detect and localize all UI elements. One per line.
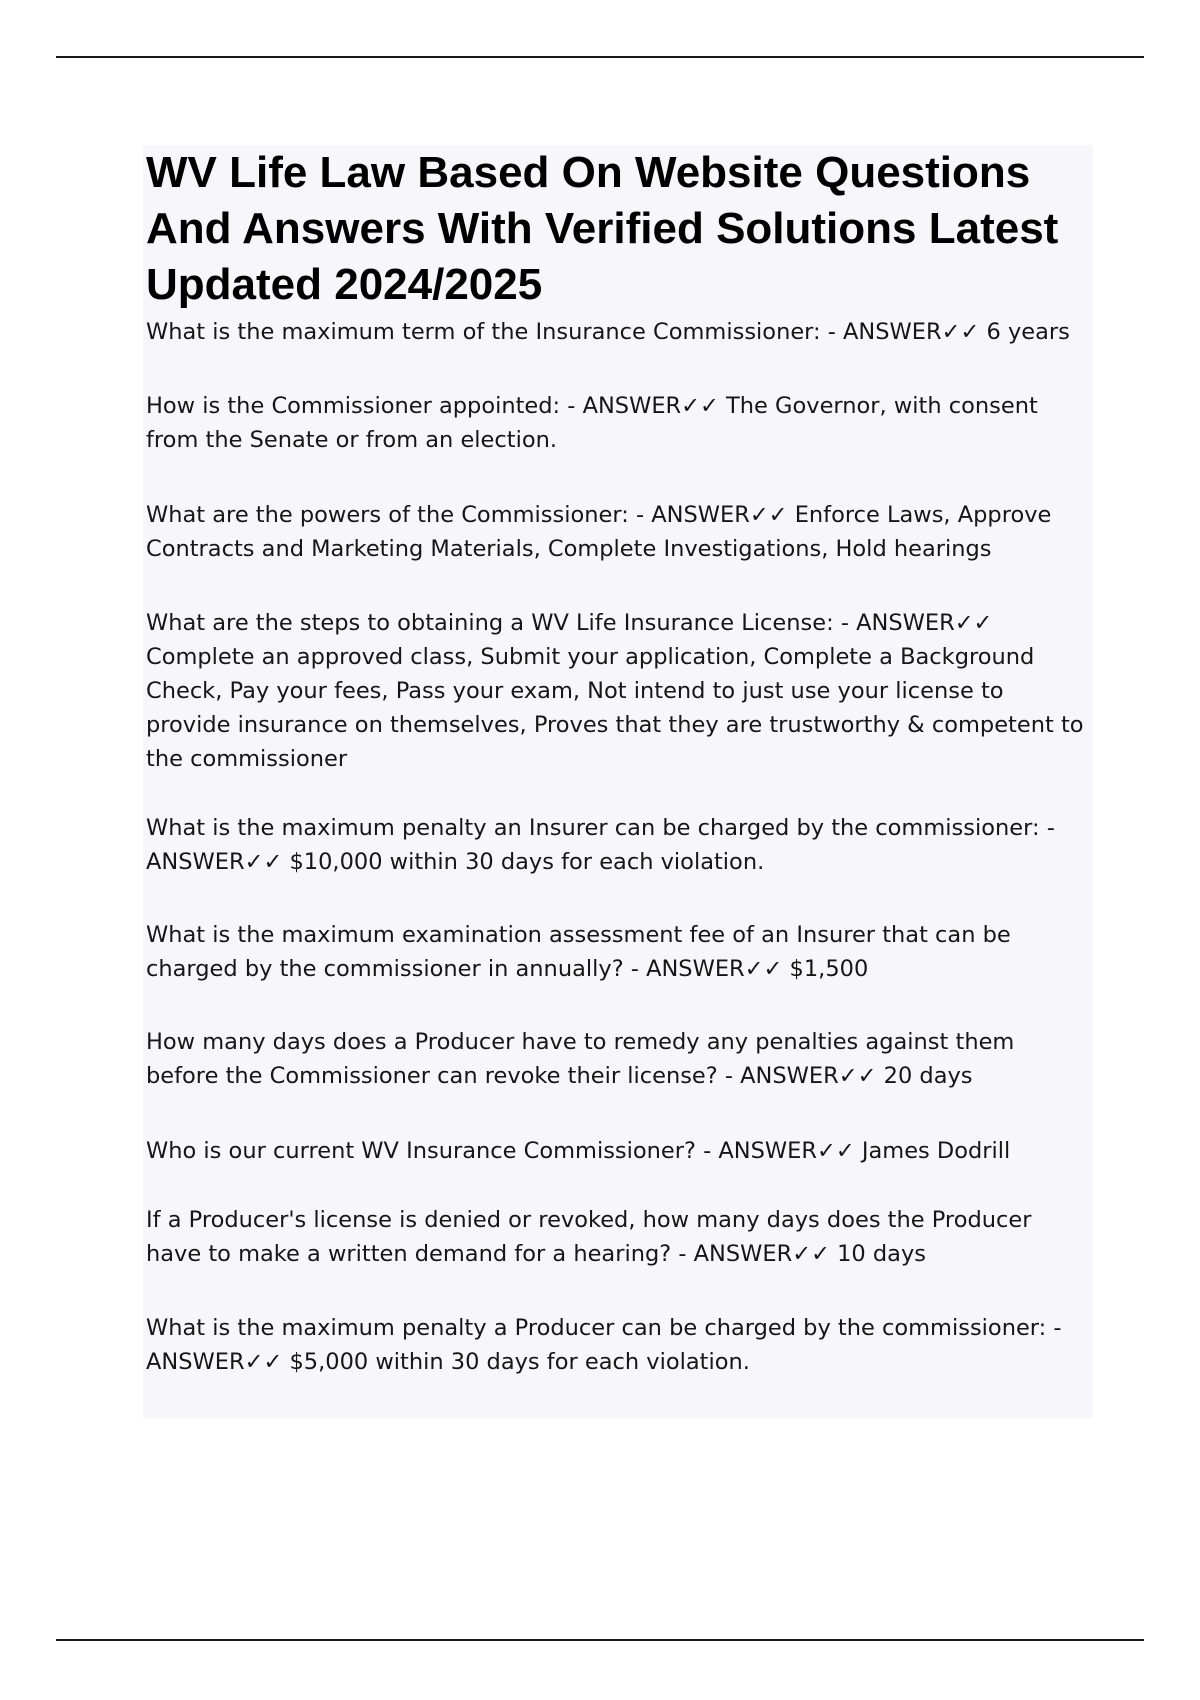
question-text: What are the steps to obtaining a WV Life Insurance License: bbox=[146, 610, 834, 636]
qa-item bbox=[146, 315, 1091, 349]
qa-item bbox=[146, 1134, 1091, 1168]
answer-marker: - ANSWER✓✓ bbox=[630, 956, 783, 982]
question-text: If a Producer's license is denied or revoked, how many days does the Producer have to make a written demand for a hearing? bbox=[146, 1207, 1032, 1267]
answer-marker: - ANSWER✓✓ bbox=[146, 1315, 1062, 1375]
answer-text: The Governor, with consent from the Senate or from an election. bbox=[146, 393, 1038, 453]
answer-marker: - ANSWER✓✓ bbox=[840, 610, 993, 636]
question-text: Who is our current WV Insurance Commissioner? bbox=[146, 1138, 696, 1164]
question-text: What is the maximum penalty an Insurer can be charged by the commissioner: bbox=[146, 815, 1040, 841]
question-text: What is the maximum penalty a Producer can be charged by the commissioner: bbox=[146, 1315, 1047, 1341]
qa-item bbox=[146, 1025, 1091, 1093]
page-title: WV Life Law Based On Website Questions And Answers With Verified Solutions Latest Updated 2024/2025 bbox=[146, 148, 1059, 309]
header-rule bbox=[56, 56, 1144, 58]
answer-text: $5,000 within 30 days for each violation. bbox=[289, 1349, 750, 1375]
qa-item bbox=[146, 918, 1091, 986]
answer-text: Complete an approved class, Submit your application, Complete a Background Check, Pay your fees, Pass your exam, Not intend to just use your license to provide insurance on themselves, Proves that they are trustworthy & competent to the commissioner bbox=[146, 644, 1084, 772]
qa-item bbox=[146, 606, 1091, 776]
question-text: How is the Commissioner appointed: bbox=[146, 393, 561, 419]
qa-item bbox=[146, 1311, 1091, 1379]
answer-text: $1,500 bbox=[789, 956, 869, 982]
qa-item bbox=[146, 811, 1091, 879]
answer-text: $10,000 within 30 days for each violation. bbox=[289, 849, 765, 875]
answer-marker: - ANSWER✓✓ bbox=[146, 815, 1055, 875]
answer-marker: - ANSWER✓✓ bbox=[635, 502, 788, 528]
answer-text: 20 days bbox=[883, 1063, 973, 1089]
answer-text: James Dodrill bbox=[861, 1138, 1011, 1164]
answer-marker: - ANSWER✓✓ bbox=[567, 393, 719, 419]
answer-marker: - ANSWER✓✓ bbox=[678, 1241, 830, 1267]
question-text: What are the powers of the Commissioner: bbox=[146, 502, 629, 528]
answer-marker: - ANSWER✓✓ bbox=[703, 1138, 855, 1164]
question-text: What is the maximum examination assessment fee of an Insurer that can be charged by the commissioner in annually? bbox=[146, 922, 1011, 982]
answer-text: 6 years bbox=[986, 319, 1070, 345]
qa-item bbox=[146, 389, 1091, 457]
answer-text: 10 days bbox=[837, 1241, 926, 1267]
qa-item bbox=[146, 1203, 1091, 1271]
answer-marker: - ANSWER✓✓ bbox=[724, 1063, 877, 1089]
answer-marker: - ANSWER✓✓ bbox=[827, 319, 980, 345]
footer-rule bbox=[56, 1639, 1144, 1641]
question-text: What is the maximum term of the Insurance Commissioner: bbox=[146, 319, 821, 345]
question-text: How many days does a Producer have to remedy any penalties against them before the Commissioner can revoke their license? bbox=[146, 1029, 1015, 1089]
answer-text: Enforce Laws, Approve Contracts and Marketing Materials, Complete Investigations, Hold hearings bbox=[146, 502, 1052, 562]
qa-item bbox=[146, 498, 1091, 566]
